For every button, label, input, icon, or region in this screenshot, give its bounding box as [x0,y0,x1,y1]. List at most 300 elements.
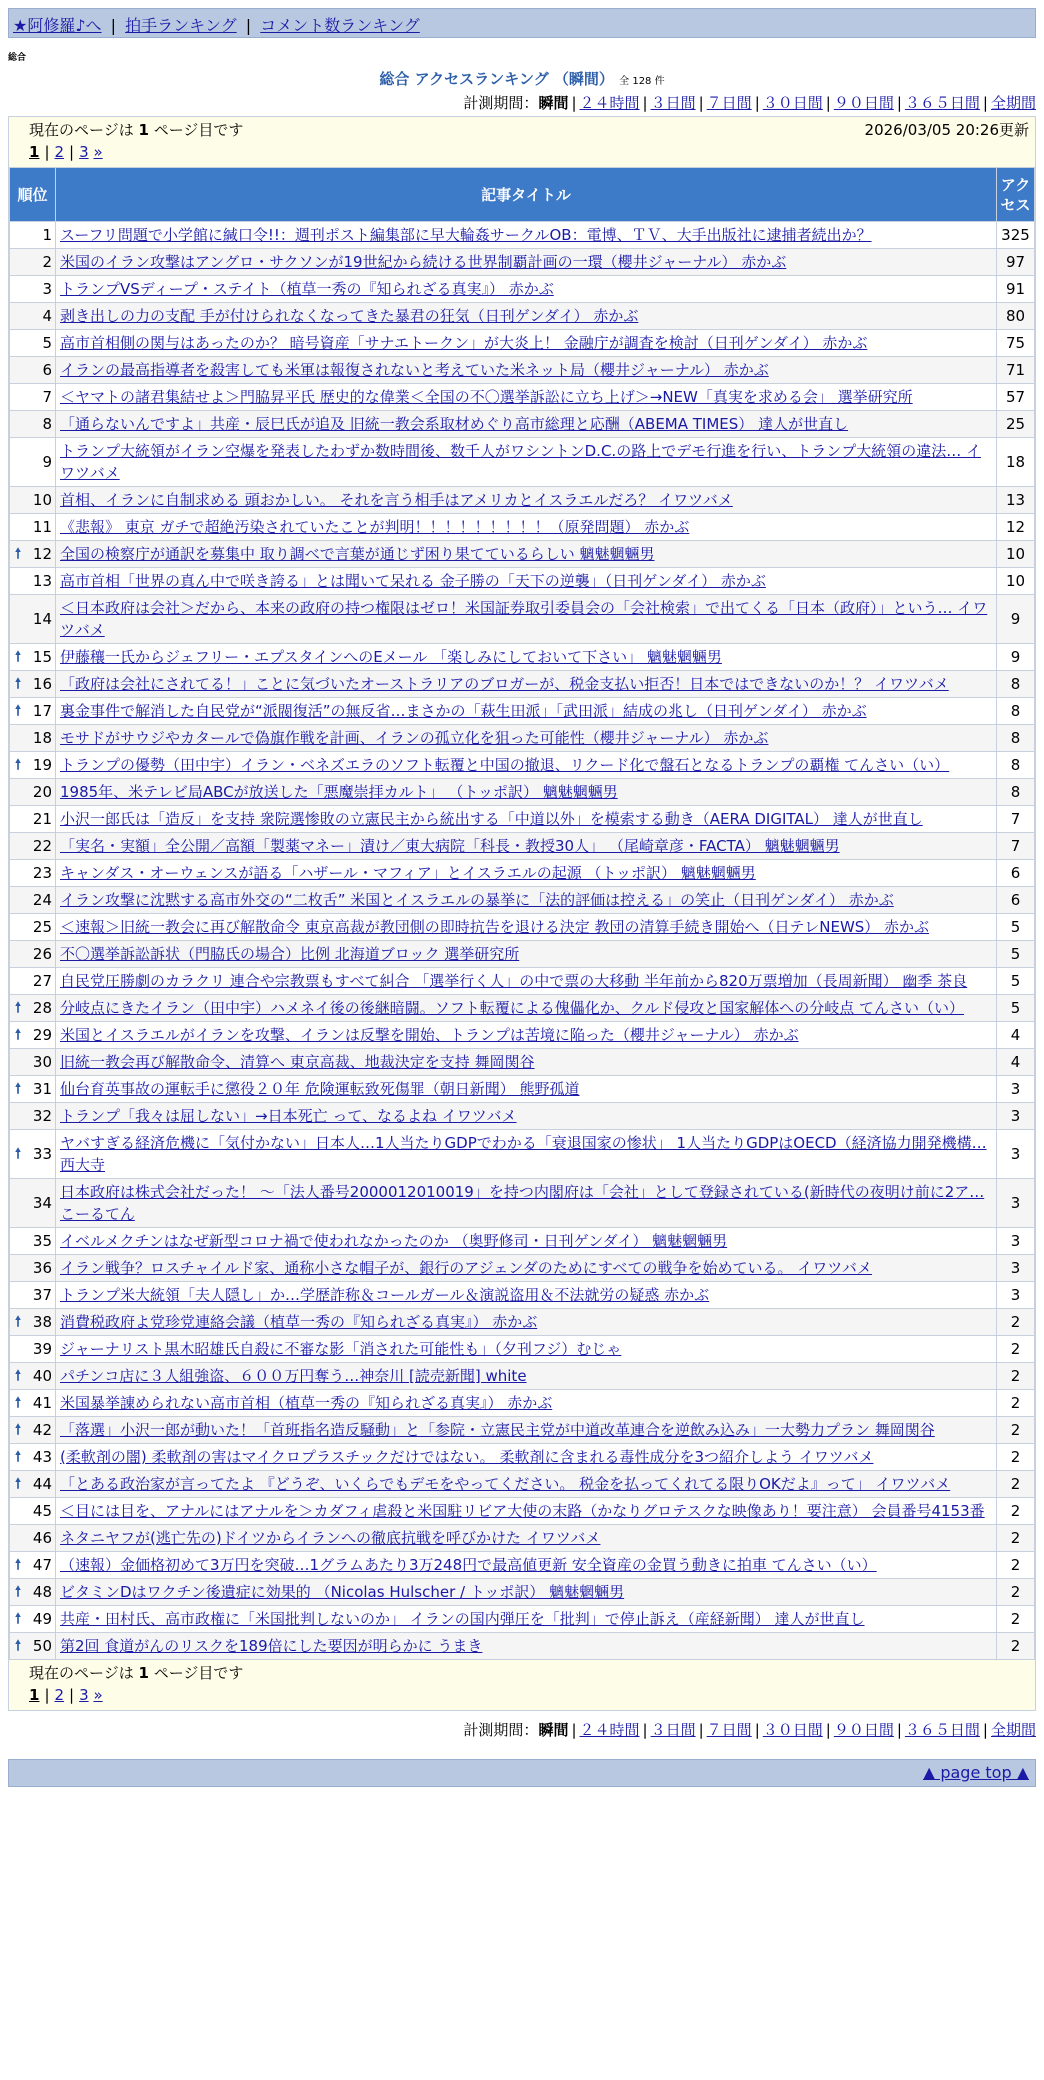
rank-cell [10,1552,56,1579]
article-link[interactable]: 「とある政治家が言ってたよ 『どうぞ、いくらでもデモをやってください。 税金を払ってくれてる限りOKだよ』って」 イワツバメ [60,1475,951,1493]
table-row [10,833,1035,860]
rank-up-arrow-icon: 🠕 [15,1314,22,1330]
table-row [10,357,1035,384]
next-page-link[interactable]: » [93,1686,103,1704]
rank-cell [10,968,56,995]
table-row [10,968,1035,995]
title-cell [56,1471,997,1498]
rank-number: 40 [32,1367,52,1385]
table-row [10,487,1035,514]
access-count: 8 [997,671,1035,698]
rank-number: 47 [32,1556,52,1574]
rank-up-arrow-icon: 🠕 [15,1000,22,1016]
table-row [10,1579,1035,1606]
nav-separator: | [245,16,252,35]
period-separator: | [571,94,577,112]
rank-up-arrow-icon: 🠕 [15,1557,22,1573]
period-link[interactable]: ２４時間 [579,94,640,112]
article-link[interactable]: 米国とイスラエルがイランを攻撃、イランは反撃を開始、トランプは苦境に陥った（櫻井ジャーナル） 赤かぶ [60,1026,799,1044]
access-count: 2 [997,1471,1035,1498]
article-link[interactable]: （速報）金価格初めて3万円を突破…1グラムあたり3万248円で最高値更新 安全資産の金買う動きに拍車 てんさい（い） [60,1556,877,1574]
period-separator: | [698,1721,704,1739]
access-count: 2 [997,1579,1035,1606]
table-row [10,1525,1035,1552]
article-link[interactable]: 小沢一郎氏は「造反」を支持 衆院選惨敗の立憲民主から統出する「中道以外」を模索する動き（AERA DIGITAL） 達人が世直し [60,810,923,828]
page-info-top [9,117,1035,167]
rank-number: 15 [32,648,52,666]
rank-number: 49 [32,1610,52,1628]
title-cell [56,914,997,941]
article-link[interactable]: モサドがサウジやカタールで偽旗作戦を計画、イランの孤立化を狙った可能性（櫻井ジャーナル） 赤かぶ [60,729,769,747]
access-count: 10 [997,541,1035,568]
rank-up-arrow-icon: 🠕 [15,757,22,773]
article-link[interactable]: 不〇選挙訴訟訴状（門脇氏の場合）比例 北海道ブロック 選挙研究所 [60,945,520,963]
article-link[interactable]: ジャーナリスト黒木昭雄氏自殺に不審な影「消された可能性も」（夕刊フジ）むじゃ [60,1340,622,1358]
comment-ranking-link[interactable]: コメント数ランキング [260,16,420,35]
article-link[interactable]: 裏金事件で解消した自民党が“派閥復活”の無反省…まさかの「萩生田派」「武田派」結成の兆し（日刊ゲンダイ） 赤かぶ [60,702,867,720]
access-count: 2 [997,1498,1035,1525]
period-link[interactable]: ２４時間 [579,1721,640,1739]
article-link[interactable]: キャンダス・オーウェンスが語る「ハザール・マフィア」とイスラエルの起源 （トッポ訳） 魑魅魍魎男 [60,864,756,882]
rank-cell [10,1444,56,1471]
page-link[interactable]: 3 [79,143,89,161]
title-cell [56,330,997,357]
title-cell [56,595,997,644]
title-cell [56,860,997,887]
title-cell [56,644,997,671]
title-cell [56,671,997,698]
rank-number: 20 [32,783,52,801]
access-count: 71 [997,357,1035,384]
top-nav-bar [8,8,1036,38]
access-count: 4 [997,1049,1035,1076]
rank-up-arrow-icon: 🠕 [15,1146,22,1162]
access-count: 2 [997,1309,1035,1336]
article-count: 全 128 件 [619,76,665,87]
rank-cell [10,1179,56,1228]
period-separator: | [982,94,988,112]
table-row [10,1444,1035,1471]
period-separator: | [571,1721,577,1739]
article-link[interactable]: 《悲報》 東京 ガチで超絶汚染されていたことが判明！！！！！！！！！（原発問題） 赤かぶ [60,518,690,536]
current-page-text [29,1662,1025,1684]
updated-timestamp: 2026/03/05 20:26更新 [864,121,1029,139]
rank-cell [10,752,56,779]
article-link[interactable]: ネタニヤフが(逃亡先の)ドイツからイランへの徹底抗戦を呼びかけた イワツバメ [60,1529,601,1547]
table-row [10,1498,1035,1525]
table-row [10,1417,1035,1444]
period-link[interactable]: ３０日間 [762,1721,823,1739]
period-link[interactable]: ３日間 [650,1721,696,1739]
article-link[interactable]: 仙台育英事故の運転手に懲役２０年 危険運転致死傷罪（朝日新聞） 熊野孤道 [60,1080,580,1098]
rank-up-arrow-icon: 🠕 [15,1449,22,1465]
rank-cell [10,1498,56,1525]
rank-number: 2 [42,253,52,271]
rank-cell [10,1525,56,1552]
table-row [10,1255,1035,1282]
table-row [10,860,1035,887]
period-separator: | [698,94,704,112]
rank-number: 38 [32,1313,52,1331]
rank-up-arrow-icon: 🠕 [15,1611,22,1627]
access-count: 25 [997,411,1035,438]
article-link[interactable]: 剥き出しの力の支配 手が付けられなくなってきた暴君の狂気（日刊ゲンダイ） 赤かぶ [60,307,639,325]
rank-up-arrow-icon: 🠕 [15,676,22,692]
table-row [10,1633,1035,1660]
title-cell [56,276,997,303]
rank-cell [10,1130,56,1179]
access-count: 9 [997,644,1035,671]
article-link[interactable]: トランプの優勢（田中宇）イラン・ベネズエラのソフト転覆と中国の撤退、リクード化で盤石となるトランプの覇権 てんさい（い） [60,756,950,774]
table-row [10,1228,1035,1255]
article-link[interactable]: ＜ヤマトの諸君集結せよ＞門脇昇平氏 歴史的な偉業＜全国の不〇選挙訴訟に立ち上げ＞→NEW「真実を求める会」 選挙研究所 [60,388,913,406]
table-row [10,1130,1035,1179]
title-cell [56,1498,997,1525]
rank-number: 14 [32,610,52,628]
title-cell [56,1103,997,1130]
rank-up-arrow-icon: 🠕 [15,649,22,665]
access-count: 3 [997,1076,1035,1103]
article-link[interactable]: 自民党圧勝劇のカラクリ 連合や宗教票もすべて糾合 「選挙行く人」の中で票の大移動 半年前から820万票増加（長周新聞） 幽季 茶良 [60,972,968,990]
article-link[interactable]: 高市首相「世界の真ん中で咲き誇る」とは聞いて呆れる 金子勝の「天下の逆襲」（日刊ゲンダイ） 赤かぶ [60,572,766,590]
rank-cell [10,1606,56,1633]
article-link[interactable]: 「実名・実額」全公開／高額「製薬マネー」漬け／東大病院「科長・教授30人」 （尾崎章彦・FACTA） 魑魅魍魎男 [60,837,840,855]
rank-up-arrow-icon: 🠕 [15,546,22,562]
next-page-link[interactable]: » [93,143,103,161]
period-link[interactable]: ９０日間 [833,94,894,112]
rank-cell [10,595,56,644]
period-link[interactable]: ７日間 [706,94,752,112]
table-row [10,698,1035,725]
page-info-bottom [9,1660,1035,1710]
article-link[interactable]: 米国のイラン攻撃はアングロ・サクソンが19世紀から続ける世界制覇計画の一環（櫻井ジャーナル） 赤かぶ [60,253,787,271]
pagination-separator: | [69,143,75,161]
article-link[interactable]: ＜目には目を、アナルにはアナルを＞カダフィ虐殺と米国駐リビア大使の末路（かなりグロテスクな映像あり！要注意） 会員番号4153番 [60,1502,985,1520]
title-cell [56,1552,997,1579]
rank-number: 3 [42,280,52,298]
article-link[interactable]: 米国暴挙諌められない高市首相（植草一秀の『知られざる真実』） 赤かぶ [60,1394,553,1412]
title-cell [56,411,997,438]
table-row [10,249,1035,276]
rank-up-arrow-icon: 🠕 [15,1027,22,1043]
table-row [10,303,1035,330]
rank-number: 4 [42,307,52,325]
rank-cell [10,568,56,595]
title-cell [56,222,997,249]
rank-number: 9 [42,453,52,471]
access-count: 8 [997,752,1035,779]
table-row [10,1179,1035,1228]
period-separator: | [896,1721,902,1739]
rank-up-arrow-icon: 🠕 [15,1476,22,1492]
access-count: 2 [997,1336,1035,1363]
article-link[interactable]: 第2回 食道がんのリスクを189倍にした要因が明らかに うまき [60,1637,483,1655]
title-cell [56,698,997,725]
article-link[interactable]: トランプVSディープ・ステイト（植草一秀の『知られざる真実』） 赤かぶ [60,280,554,298]
table-row [10,887,1035,914]
article-link[interactable]: ＜日本政府は会社＞だから、本来の政府の持つ権限はゼロ！米国証券取引委員会の「会社検索」で出てくる「日本（政府）」という… イワツバメ [60,599,988,639]
article-link[interactable]: トランプ米大統領「夫人隠し」か…学歴詐称＆コールガール＆演説盗用＆不法就労の疑惑 赤かぶ [60,1286,710,1304]
access-count: 9 [997,595,1035,644]
title-cell [56,1255,997,1282]
rank-cell [10,1049,56,1076]
period-link[interactable]: ９０日間 [833,1721,894,1739]
category-label: 総合 [8,53,27,63]
rank-number: 30 [32,1053,52,1071]
current-page-number: 1 [138,1664,149,1682]
rank-cell [10,1363,56,1390]
table-row [10,941,1035,968]
page-link[interactable]: 2 [54,1686,65,1704]
table-row [10,725,1035,752]
access-count: 97 [997,249,1035,276]
title-cell [56,779,997,806]
rank-number: 27 [32,972,52,990]
table-row [10,671,1035,698]
article-link[interactable]: 全国の検察庁が通訳を募集中 取り調べで言葉が通じず困り果てているらしい 魑魅魍魎男 [60,545,655,563]
nav-separator: | [110,16,117,35]
article-link[interactable]: トランプ大統領がイラン空爆を発表したわずか数時間後、数千人がワシントンD.C.の路上でデモ行進を行い、トランプ大統領の違法… イワツバメ [60,442,981,482]
title-cell [56,1606,997,1633]
title-cell [56,941,997,968]
rank-cell [10,357,56,384]
footer-bar [8,1759,1036,1787]
rank-cell [10,303,56,330]
article-link[interactable]: 首相、イランに自制求める 頭おかしい。 それを言う相手はアメリカとイスラエルだろ？ イワツバメ [60,491,733,509]
title-cell [56,806,997,833]
rank-number: 23 [32,864,52,882]
article-link[interactable]: イベルメクチンはなぜ新型コロナ禍で使われなかったのか （奥野修司・日刊ゲンダイ） 魑魅魍魎男 [60,1232,728,1250]
rank-up-arrow-icon: 🠕 [15,703,22,719]
table-row [10,568,1035,595]
period-link[interactable]: ３６５日間 [904,94,980,112]
rank-number: 48 [32,1583,52,1601]
article-link[interactable]: イランの最高指導者を殺害しても米軍は報復されないと考えていた米ネット局（櫻井ジャーナル） 赤かぶ [60,361,769,379]
rank-cell [10,1336,56,1363]
rank-number: 11 [32,518,52,536]
access-count: 2 [997,1390,1035,1417]
table-row [10,1471,1035,1498]
page-title-text: 総合 アクセスランキング （瞬間） [379,70,614,88]
rank-number: 26 [32,945,52,963]
table-row [10,1606,1035,1633]
access-count: 6 [997,860,1035,887]
rank-cell [10,1390,56,1417]
current-page-suffix: ページ目です [153,1664,244,1682]
rank-cell [10,1633,56,1660]
access-count: 3 [997,1228,1035,1255]
article-link[interactable]: 旧統一教会再び解散命令、清算へ 東京高裁、地裁決定を支持 舞岡関谷 [60,1053,535,1071]
rank-number: 44 [32,1475,52,1493]
title-cell [56,1049,997,1076]
rank-up-arrow-icon: 🠕 [15,1081,22,1097]
rank-number: 1 [42,226,52,244]
article-link[interactable]: ＜速報＞旧統一教会に再び解散命令 東京高裁が教団側の即時抗告を退ける決定 教団の清算手続き開始へ（日テレNEWS） 赤かぶ [60,918,930,936]
period-link[interactable]: ３日間 [650,94,696,112]
rank-number: 17 [32,702,52,720]
title-cell [56,1579,997,1606]
access-count: 5 [997,995,1035,1022]
table-row [10,222,1035,249]
rank-number: 32 [32,1107,52,1125]
access-count: 2 [997,1606,1035,1633]
period-link[interactable]: 全期間 [990,1721,1036,1739]
article-link[interactable]: ヤバすぎる経済危機に「気付かない」日本人…1人当たりGDPでわかる「衰退国家の惨状」 1人当たりGDPはOECD（経済協力開発機構… 西大寺 [60,1134,987,1174]
article-link[interactable]: 共産・田村氏、高市政権に「米国批判しないのか」 イランの国内弾圧を「批判」で停止訴え（産経新聞） 達人が世直し [60,1610,865,1628]
table-row [10,1022,1035,1049]
rank-up-arrow-icon: 🠕 [15,1422,22,1438]
rank-number: 42 [32,1421,52,1439]
period-link[interactable]: ７日間 [706,1721,752,1739]
article-link[interactable]: 分岐点にきたイラン（田中宇）ハメネイ後の後継暗闘。ソフト転覆による傀儡化か、クルド侵攻と国家解体への分岐点 てんさい（い） [60,999,965,1017]
table-row [10,384,1035,411]
title-cell [56,1179,997,1228]
period-label: 計測期間： [463,1721,539,1739]
title-cell [56,249,997,276]
article-link[interactable]: 日本政府は株式会社だった！ ～「法人番号2000012010019」を持つ内閣府は「会社」として登録されている(新時代の夜明け前に2ア… こーるてん [60,1183,985,1223]
table-header-row [10,168,1035,222]
access-count: 7 [997,806,1035,833]
article-link[interactable]: 「政府は会社にされてる！」ことに気づいたオーストラリアのブロガーが、税金支払い拒否！日本ではできないのか！？ イワツバメ [60,675,949,693]
access-count: 2 [997,1633,1035,1660]
rank-number: 22 [32,837,52,855]
article-link[interactable]: (柔軟剤の闇) 柔軟剤の害はマイクロプラスチックだけではない。 柔軟剤に含まれる毒性成分を3つ紹介しよう イワツバメ [60,1448,874,1466]
table-row [10,806,1035,833]
access-count: 5 [997,968,1035,995]
ranking-panel [8,116,1036,1711]
table-row [10,914,1035,941]
access-count: 57 [997,384,1035,411]
access-count: 75 [997,330,1035,357]
period-separator: | [825,1721,831,1739]
rank-cell [10,276,56,303]
title-cell [56,514,997,541]
article-link[interactable]: 「通らないんですよ」共産・辰巳氏が追及 旧統一教会系取材めぐり高市総理と応酬（ABEMA TIMES） 達人が世直し [60,415,849,433]
table-row [10,1363,1035,1390]
pagination [29,141,1025,163]
title-cell [56,487,997,514]
title-cell [56,1525,997,1552]
access-count: 10 [997,568,1035,595]
rank-number: 29 [32,1026,52,1044]
article-link[interactable]: ビタミンDはワクチン後遺症に効果的 （Nicolas Hulscher / トッポ訳） 魑魅魍魎男 [60,1583,625,1601]
table-row [10,541,1035,568]
rank-cell [10,1471,56,1498]
page-link-current: 1 [29,143,40,161]
title-cell [56,384,997,411]
rank-number: 16 [32,675,52,693]
period-link[interactable]: ３０日間 [762,94,823,112]
access-count: 8 [997,779,1035,806]
article-link[interactable]: 「落選」小沢一郎が動いた！「首班指名造反騒動」と「参院・立憲民主党が中道改革連合を逆飲み込み」一大勢力プラン 舞岡関谷 [60,1421,935,1439]
access-count: 7 [997,833,1035,860]
article-link[interactable]: 伊藤穰一氏からジェフリー・エプスタインへのEメール 「楽しみにしておいて下さい」 魑魅魍魎男 [60,648,722,666]
access-count: 18 [997,438,1035,487]
article-link[interactable]: 高市首相側の関与はあったのか？ 暗号資産「サナエトークン」が大炎上！ 金融庁が調査を検討（日刊ゲンダイ） 赤かぶ [60,334,868,352]
rank-number: 36 [32,1259,52,1277]
rank-cell [10,1282,56,1309]
page-top-link[interactable]: ▲ page top ▲ [922,1763,1029,1782]
access-count: 6 [997,887,1035,914]
rank-number: 24 [32,891,52,909]
current-page-prefix: 現在のページは [29,1664,134,1682]
rank-number: 19 [32,756,52,774]
access-count: 3 [997,1282,1035,1309]
access-count: 2 [997,1525,1035,1552]
table-row [10,1076,1035,1103]
access-count: 13 [997,487,1035,514]
period-separator: | [642,1721,648,1739]
rank-number: 28 [32,999,52,1017]
period-selector-bottom [8,1719,1036,1741]
article-link[interactable]: パチンコ店に３人組強盗、６００万円奪う…神奈川 [読売新聞] white [60,1367,527,1385]
rank-number: 34 [32,1194,52,1212]
rank-cell [10,914,56,941]
title-cell [56,1130,997,1179]
period-separator: | [754,1721,760,1739]
rank-cell [10,1103,56,1130]
table-row [10,514,1035,541]
rank-cell [10,1228,56,1255]
access-count: 8 [997,725,1035,752]
title-cell [56,968,997,995]
rank-number: 39 [32,1340,52,1358]
period-link[interactable]: 全期間 [990,94,1036,112]
rank-number: 6 [42,361,52,379]
page-link[interactable]: 2 [54,143,65,161]
period-label: 計測期間： [463,94,539,112]
rank-number: 12 [32,545,52,563]
rank-number: 25 [32,918,52,936]
article-link[interactable]: 消費税政府よ党珍党連絡会議（植草一秀の『知られざる真実』） 赤かぶ [60,1313,538,1331]
title-cell [56,1444,997,1471]
rank-cell [10,941,56,968]
rank-number: 21 [32,810,52,828]
rank-cell [10,725,56,752]
article-link[interactable]: 1985年、米テレビ局ABCが放送した「悪魔崇拝カルト」 （トッポ訳） 魑魅魍魎男 [60,783,618,801]
period-link[interactable]: ３６５日間 [904,1721,980,1739]
access-count: 3 [997,1255,1035,1282]
article-link[interactable]: イラン戦争？ロスチャイルド家、通称小さな帽子が、銀行のアジェンダのためにすべての戦争を始めている。 イワツバメ [60,1259,872,1277]
table-row [10,330,1035,357]
title-cell [56,1282,997,1309]
rank-cell [10,644,56,671]
page-link[interactable]: 3 [79,1686,89,1704]
pagination-separator: | [44,1686,50,1704]
title-cell [56,303,997,330]
access-count: 4 [997,1022,1035,1049]
access-count: 2 [997,1417,1035,1444]
article-link[interactable]: イラン攻撃に沈黙する高市外交の“二枚舌” 米国とイスラエルの暴挙に「法的評価は控える」の笑止（日刊ゲンダイ） 赤かぶ [60,891,894,909]
rank-cell [10,487,56,514]
rank-cell [10,222,56,249]
rank-cell [10,1076,56,1103]
period-separator: | [982,1721,988,1739]
period-separator: | [754,94,760,112]
title-cell [56,995,997,1022]
access-count: 2 [997,1552,1035,1579]
title-cell [56,568,997,595]
article-link[interactable]: トランプ「我々は屈しない」→日本死亡 って、なるよね イワツバメ [60,1107,517,1125]
ranking-table [9,167,1035,1660]
access-count: 80 [997,303,1035,330]
clap-ranking-link[interactable]: 拍手ランキング [125,16,237,35]
rank-number: 10 [32,491,52,509]
home-link[interactable]: ★阿修羅♪へ [13,16,102,35]
title-column-header: 記事タイトル [56,168,997,222]
article-link[interactable]: スーフリ問題で小学館に緘口令!!：週刊ポスト編集部に早大輪姦サークルOB：電博、ＴＶ、大手出版社に逮捕者続出か？ [60,226,872,244]
ranking-table-body [10,222,1035,1660]
